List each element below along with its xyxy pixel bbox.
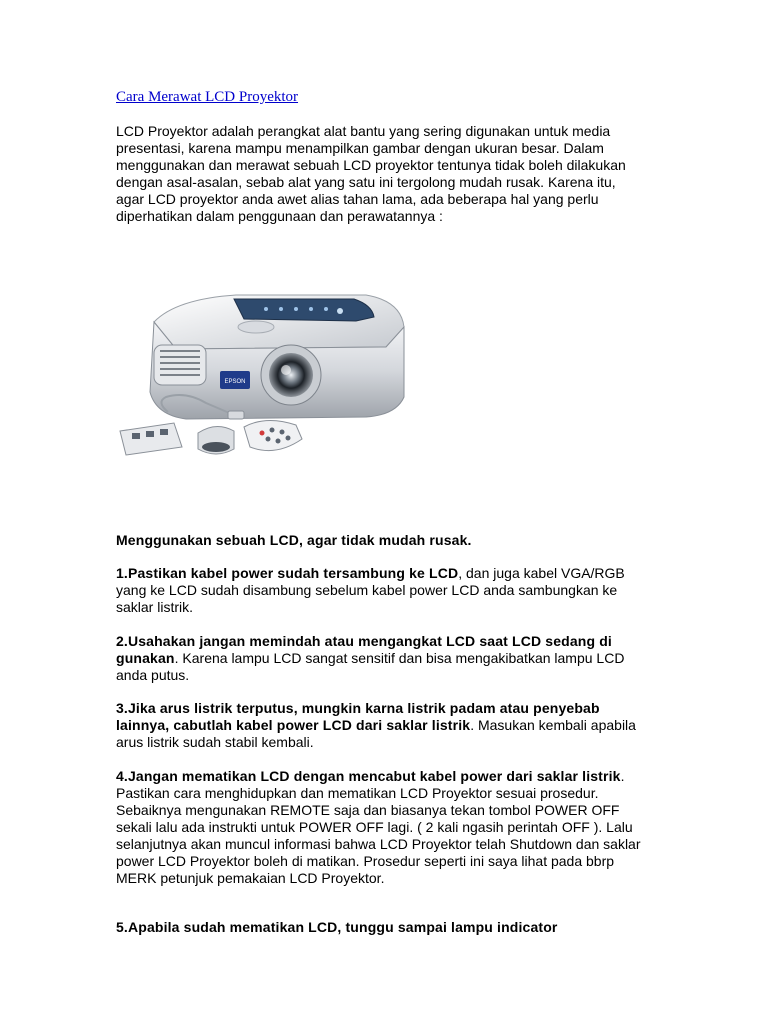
list-item-1-bold: 1.Pastikan kabel power sudah tersambung ke LCD [116, 565, 459, 581]
article-title-link[interactable]: Cara Merawat LCD Proyektor [116, 89, 299, 105]
section-heading [116, 532, 646, 549]
list-item-3-text: . Masukan kembali apabila arus listrik sudah stabil kembali. [116, 717, 636, 750]
list-item-5-bold: 5.Apabila sudah mematikan LCD, tunggu sampai lampu indicator [116, 919, 558, 935]
list-item-2 [116, 633, 646, 684]
intro-paragraph: LCD Proyektor adalah perangkat alat bantu yang sering digunakan untuk media presentasi, karena mampu menampilkan gambar dengan ukuran besar. Dalam menggunakan dan merawat sebuah LCD proyektor tentunya tidak boleh dilakukan dengan asal-asalan, sebab alat yang satu ini tergolong mudah rusak. Karena itu, agar LCD proyektor anda awet alias tahan lama, ada beberapa hal yang perlu diperhatikan dalam penggunaan dan perawatannya : [116, 123, 626, 224]
list-item-2-text: . Karena lampu LCD sangat sensitif dan bisa mengakibatkan lampu LCD anda putus. [116, 650, 625, 683]
list-item-3 [116, 700, 646, 751]
projector-illustration [116, 287, 416, 462]
section-heading-text: Menggunakan sebuah LCD, agar tidak mudah rusak. [116, 532, 472, 548]
list-item-2-bold: 2.Usahakan jangan memindah atau mengangkat LCD saat LCD sedang di gunakan [116, 633, 612, 666]
list-item-4 [116, 768, 646, 887]
list-item-3-bold: 3.Jika arus listrik terputus, mungkin karna listrik padam atau penyebab lainnya, cabutlah kabel power LCD dari saklar listrik [116, 700, 600, 733]
list-item-5 [116, 919, 646, 936]
projector-brand-label: EPSON [224, 379, 246, 385]
list-item-4-bold: 4.Jangan mematikan LCD dengan mencabut kabel power dari saklar listrik [116, 768, 621, 784]
list-item-1 [116, 565, 646, 616]
list-item-4-text: . Pastikan cara menghidupkan dan mematikan LCD Proyektor sesuai prosedur. Sebaiknya mengunakan REMOTE saja dan biasanya tekan tombol POWER OFF sekali lalu ada instrukti untuk POWER OFF lagi. ( 2 kali ngasih perintah OFF ). Lalu selanjutnya akan muncul informasi bahwa LCD Proyektor telah Shutdown dan saklar power LCD Proyektor boleh di matikan. Prosedur seperti ini saya lihat pada bbrp MERK petunjuk pemakaian LCD Proyektor. [116, 768, 641, 886]
projector-image [116, 287, 416, 462]
list-item-1-text: , dan juga kabel VGA/RGB yang ke LCD sudah disambung sebelum kabel power LCD anda sambungkan ke saklar listrik. [116, 565, 625, 615]
